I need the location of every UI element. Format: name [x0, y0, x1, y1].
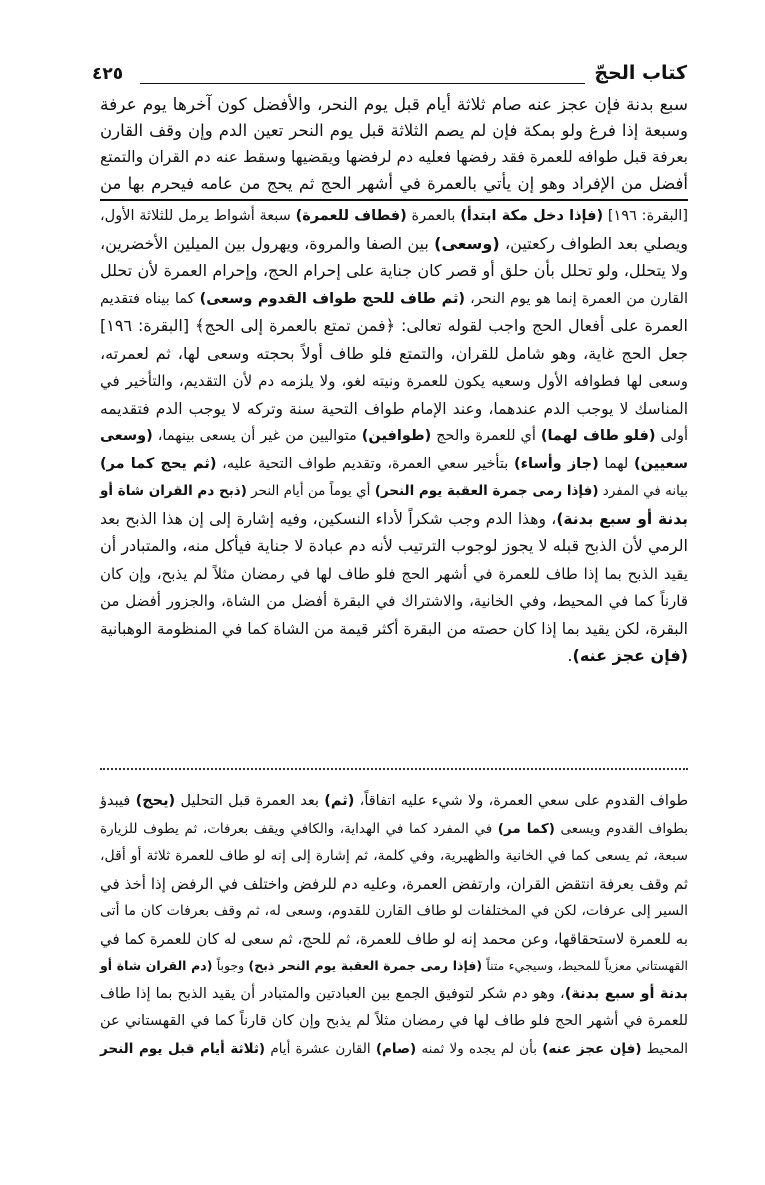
text-line: [100, 643, 688, 669]
commentary-segment: ثم وقف بعرفة انتقض القران، وارتفض العمرة، وعليه دم للرفض واختلف في الرفض إذا أخذ في: [100, 874, 688, 893]
commentary-segment: المحيط: [641, 1040, 688, 1057]
matn-quote: (فإذا رمى جمرة العقبة يوم النحر): [374, 483, 599, 499]
commentary-segment: ، وهو دم شكر لتوفيق الجمع بين العبادتين والمتبادر أن يقيد الذبح بما إذا طاف: [100, 985, 565, 1002]
text-line: [100, 231, 688, 257]
text-line: [100, 506, 688, 532]
commentary-segment: سبعة، ثم يسعى كما في الخانية والظهيرية، وفي كلمة، ثم إشارة إلى إنه لو طاف للعمرة ثلاثة أو أقل،: [100, 848, 688, 864]
dotted-divider: [100, 768, 688, 770]
text-line: [100, 561, 688, 587]
commentary-segment: بتأخير سعي العمرة، وتقديم طواف التحية عليه،: [216, 455, 514, 472]
commentary-segment: الرمي لأن الذبح قبله لا يجوز لوجوب الترتيب لأنه دم عبادة لا جناية فيأكل منه، والمتبادر أن: [100, 536, 688, 555]
text-line: [100, 1036, 688, 1062]
commentary-segment: في المفرد كما في الهداية، والكافي ويقف بعرفات، ثم يطوف للزيارة: [100, 820, 498, 837]
commentary-segment: ، وهذا الدم وجب شكراً لأداء النسكين، وفيه إشارة إلى إن هذا الذبح بعد: [100, 509, 557, 528]
text-line: [100, 871, 688, 897]
text-line: [100, 616, 688, 642]
text-line: [100, 423, 688, 449]
matn-quote: (فإن عجز عنه): [542, 1040, 642, 1057]
matn-quote: (فإذا رمى جمرة العقبة يوم النحر ذبح): [248, 958, 483, 973]
commentary-segment: القارن عشرة أيام: [265, 1040, 376, 1057]
commentary-segment: المناسك لا يوجب الدم عندهما، وعند الإمام طواف التحية سنة وتركه لا يوجب الدم فتقديمه: [100, 399, 688, 418]
commentary-segment: للعمرة في أشهر الحج فلو طاف لها في رمضان مثلاً لم يذبح وإن كان قارناً كما في القهستاني عن: [100, 1013, 688, 1029]
commentary-segment: القارن من العمرة إنما هو يوم النحر،: [465, 290, 688, 307]
commentary-segment: بين الصفا والمروة، ويهرول بين الميلين الأخضرين،: [100, 233, 435, 253]
matn-quote: (كما مر): [497, 820, 555, 837]
text-line: [100, 203, 688, 229]
commentary-segment: وجوباً: [212, 958, 249, 973]
main-text-divider: [100, 199, 688, 201]
matn-quote: (فإن عجز عنه): [572, 646, 688, 665]
text-line: [100, 368, 688, 394]
text-line: [100, 396, 688, 422]
commentary-segment: كما بيناه فتقديم: [100, 290, 200, 307]
commentary-segment: به للعمرة لاستحقاقها، وعن محمد إنه لو طاف للعمرة، ثم للحج، ثم سعى له كان للعمرة كما في: [100, 929, 688, 948]
matn-quote: (صام): [375, 1040, 417, 1057]
matn-quote: (ثم طاف للحج طواف القدوم وسعى): [199, 290, 466, 307]
text-line: [100, 533, 688, 559]
matn-quote: (ثم): [324, 793, 355, 809]
commentary-segment: [البقرة: ١٩٦]: [603, 208, 688, 224]
commentary-segment: بطواف القدوم ويسعى: [554, 820, 688, 837]
matn-quote: (دم القران شاة أو: [100, 958, 213, 973]
text-line: [100, 788, 688, 814]
commentary-segment: القهستاني معزياً للمحيط، وسيجيء متناً: [482, 958, 688, 973]
matn-quote: بدنة أو سبع بدنة): [564, 985, 688, 1002]
text-line: [100, 1008, 688, 1034]
commentary-segment: أي للعمرة والحج: [431, 428, 541, 444]
text-line: [100, 953, 688, 979]
commentary-segment: ولا يتحلل، ولو تحلل بأن حلق أو قصر كان جناية على إحرام الحج، وإحرام العمرة لأن تحلل: [100, 261, 688, 280]
text-line: [100, 926, 688, 952]
commentary-segment: بالعمرة: [406, 208, 461, 224]
matn-quote: (جاز وأساء): [513, 455, 599, 472]
text-line: [100, 451, 688, 477]
matn-quote: (فلو طاف لهما): [540, 428, 656, 444]
text-line: [100, 286, 688, 312]
text-line: [100, 478, 688, 504]
text-line: أفضل من الإفراد وهو إن يأتي بالعمرة في أشهر الحج ثم يحج من عامه فيحرم بها من: [100, 173, 688, 193]
text-line: [100, 341, 688, 367]
commentary-segment: متواليين من غير أن يسعى بينهما،: [152, 428, 362, 444]
text-line: [100, 843, 688, 869]
matn-quote: (وسعى): [434, 233, 500, 253]
text-line: [100, 898, 688, 924]
text-line: [100, 588, 688, 614]
matn-quote: (وسعى: [100, 428, 153, 444]
commentary-segment: العمرة على أفعال الحج واجب لقوله تعالى: ﴿فمن تمتع بالعمرة إلى الحج﴾ [البقرة: ١٩٦]: [100, 316, 688, 335]
matn-quote: سعيين): [634, 455, 689, 472]
commentary-segment: بيانه في المفرد: [598, 483, 689, 499]
matn-quote: (طوافين): [361, 428, 432, 444]
matn-quote: (ثلاثة أيام قبل يوم النحر: [100, 1040, 266, 1057]
page-number: ٤٢٥: [92, 64, 124, 84]
text-line: [100, 313, 688, 339]
matn-quote: (ذبح دم القران شاة أو: [100, 483, 247, 499]
matn-quote: بدنة أو سبع بدنة): [556, 509, 688, 528]
commentary-segment: وسعى لها فطوافه الأول وسعيه يكون للعمرة ونيته لغو، ولا يلزمه دم لأن التقديم، والتأخير في: [100, 372, 688, 390]
commentary-segment: البقرة، لكن يقيد بما إذا كان حصته من البقرة أكثر قيمة من الشاة كما في المنظومة الوهبانية: [100, 619, 688, 638]
commentary-segment: بأن لم يجده ولا ثمنه: [416, 1040, 543, 1057]
commentary-segment: .: [567, 646, 573, 665]
matn-quote: (ثم يحج كما مر): [100, 455, 217, 472]
text-line: [100, 816, 688, 842]
text-line: [100, 258, 688, 284]
header-rule: [140, 83, 585, 84]
text-line: [100, 981, 688, 1007]
matn-quote: (فإذا دخل مكة ابتدأ): [460, 208, 604, 224]
text-line: سبع بدنة فإن عجز عنه صام ثلاثة أيام قبل يوم النحر، والأفضل كون آخرها يوم عرفة: [100, 95, 688, 115]
commentary-segment: أي يوماً من أيام النحر: [246, 483, 375, 499]
text-line: وسبعة إذا فرغ ولو بمكة فإن لم يصم الثلاثة قبل يوم النحر تعين الدم وإن وقف القارن: [100, 121, 688, 141]
commentary-segment: سبعة أشواط يرمل للثلاثة الأول،: [100, 208, 296, 224]
commentary-segment: السير إلى عرفات، لكن في المختلفات لو طاف القارن للقدوم، وسعى له، ثم وقف بعرفات كان ما أتى: [100, 903, 688, 919]
matn-quote: (فطاف للعمرة): [295, 208, 407, 224]
matn-quote: (يحج): [135, 793, 176, 809]
commentary-segment: يقيد الذبح بما إذا طاف للعمرة في أشهر الحج فلو طاف لها في رمضان مثلاً لم يذبح، وإن كان: [100, 564, 688, 583]
commentary-segment: لهما: [598, 455, 635, 472]
commentary-segment: جعل الحج غاية، وهو شامل للقران، والتمتع فلو طاف أولاً بحجته وسعى لها، ثم لعمرته،: [100, 343, 688, 363]
commentary-segment: ويصلي بعد الطواف ركعتين،: [499, 233, 688, 253]
commentary-segment: أولى: [655, 428, 688, 444]
commentary-segment: بعد العمرة قبل التحليل: [175, 793, 325, 809]
running-title: كتاب الحجّ: [594, 62, 687, 84]
commentary-segment: قارناً كما في المحيط، وفي الخانية، والاشتراك في البقرة أفضل من الشاة، والجزور أفضل من: [100, 592, 688, 610]
commentary-segment: طواف القدوم على سعي العمرة، ولا شيء عليه اتفاقاً،: [354, 793, 688, 809]
text-line: بعرفة قبل طوافه للعمرة فقد رفضها فعليه دم لرفضها ويقضيها وسقط عنه دم القران والتمتع: [100, 148, 688, 167]
commentary-segment: فيبدؤ: [100, 793, 136, 809]
